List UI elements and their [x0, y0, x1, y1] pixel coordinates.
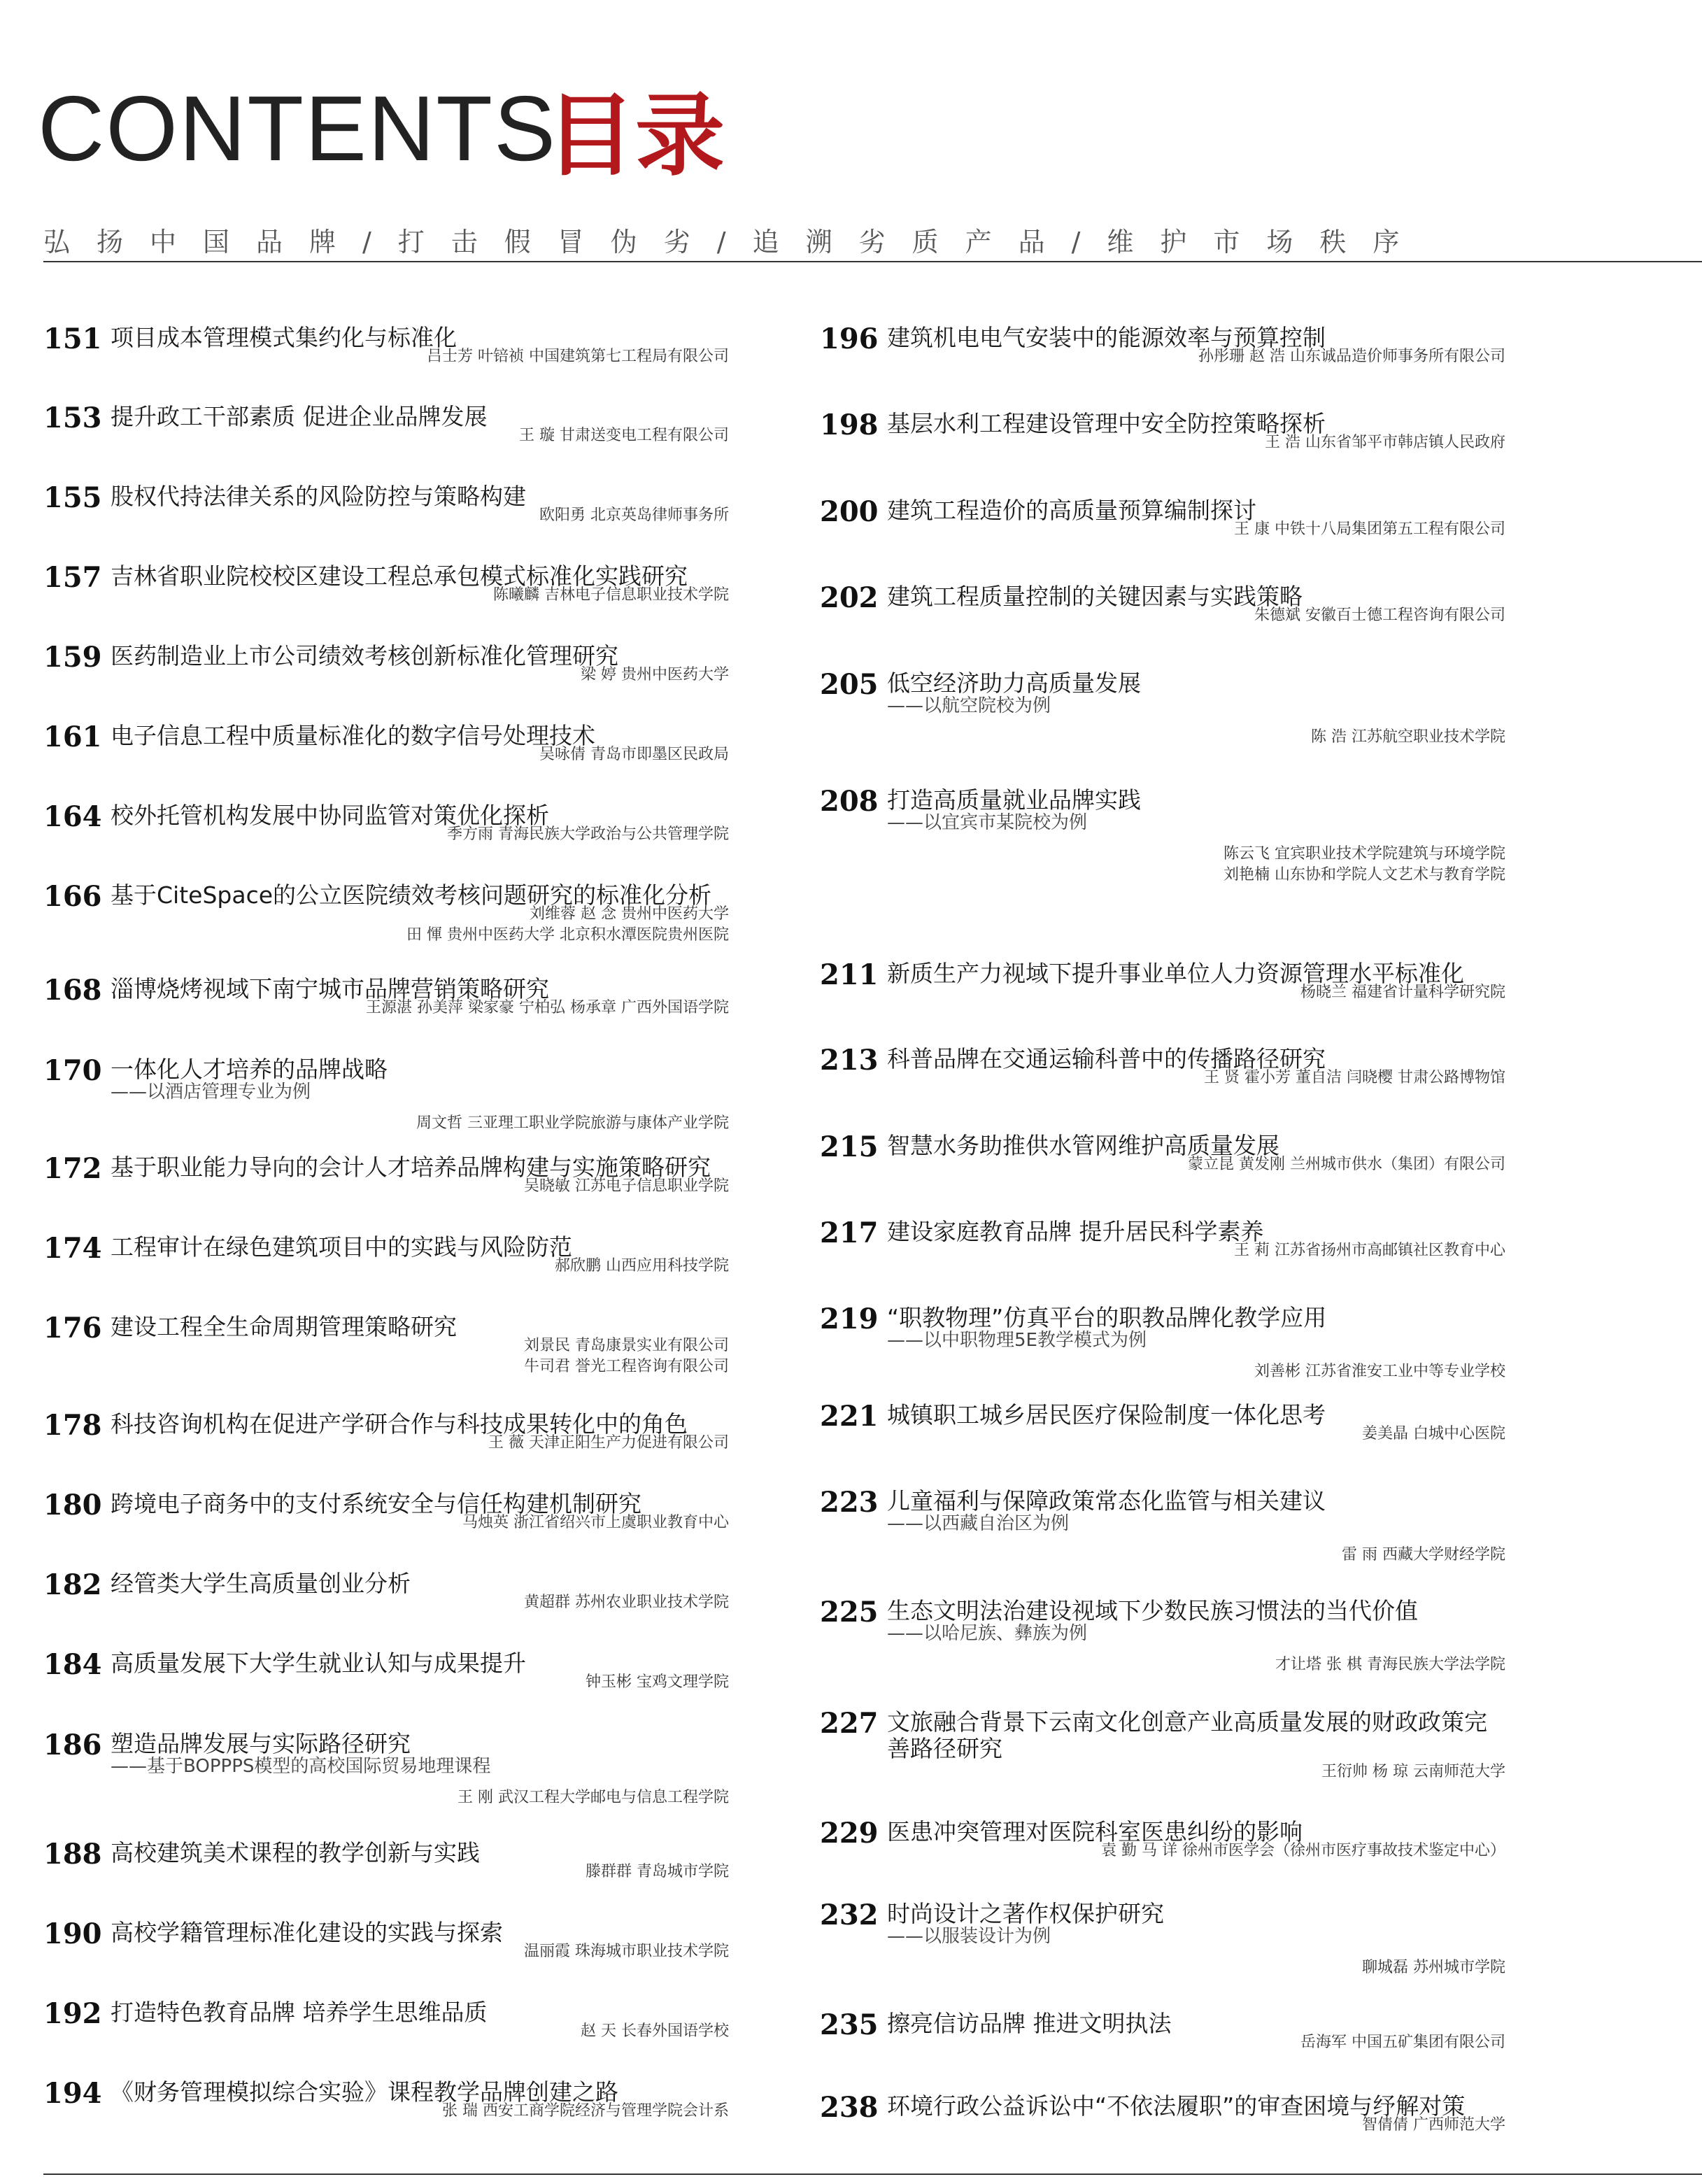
article-authors: 马烛英 浙江省绍兴市上虞职业教育中心 — [462, 1514, 729, 1531]
article-authors: 王 璇 甘肃送变电工程有限公司 — [519, 427, 729, 444]
article-authors: 王衍帅 杨 琼 云南师范大学 — [1321, 1763, 1505, 1780]
bottom-divider — [43, 2174, 1702, 2175]
article-authors: 王 薇 天津正阳生产力促进有限公司 — [488, 1434, 729, 1452]
article-authors: 王 莉 江苏省扬州市高邮镇社区教育中心 — [1234, 1242, 1505, 1259]
page-number: 166 — [43, 880, 102, 913]
article-title: 生态文明法治建设视域下少数民族习惯法的当代价值 — [887, 1597, 1418, 1624]
article-subtitle: ——以航空院校为例 — [887, 695, 1051, 716]
slogan: 弘扬中国品牌/打击假冒伪劣/追溯劣质产品/维护市场秩序 — [43, 226, 1426, 257]
article-title: 校外托管机构发展中协同监管对策优化探析 — [111, 802, 549, 829]
article-title: 建筑工程质量控制的关键因素与实践策略 — [887, 583, 1303, 610]
article-subtitle: ——以服装设计为例 — [887, 1926, 1051, 1947]
article-authors: 岳海军 中国五矿集团有限公司 — [1300, 2034, 1505, 2051]
article-title: 高校建筑美术课程的教学创新与实践 — [111, 1839, 480, 1866]
article-authors: 张 瑞 西安工商学院经济与管理学院会计系 — [442, 2102, 729, 2120]
page-number: 232 — [820, 1899, 879, 1931]
article-authors: 钟玉彬 宝鸡文理学院 — [586, 1673, 729, 1691]
page-number: 157 — [43, 561, 102, 594]
article-title: 低空经济助力高质量发展 — [887, 669, 1141, 697]
article-authors: 刘艳楠 山东协和学院人文艺术与教育学院 — [1224, 866, 1505, 884]
article-title: “职教物理”仿真平台的职教品牌化教学应用 — [887, 1304, 1327, 1331]
page-number: 161 — [43, 721, 102, 753]
page-number: 164 — [43, 800, 102, 833]
article-authors: 陈 浩 江苏航空职业技术学院 — [1311, 728, 1505, 746]
page-number: 225 — [820, 1596, 879, 1629]
article-authors: 姜美晶 白城中心医院 — [1362, 1425, 1505, 1442]
page-number: 219 — [820, 1303, 879, 1335]
top-divider — [43, 261, 1702, 262]
page-number: 217 — [820, 1217, 879, 1249]
article-title: 基层水利工程建设管理中安全防控策略探析 — [887, 410, 1326, 437]
article-authors: 王 康 中铁十八局集团第五工程有限公司 — [1234, 520, 1505, 538]
page-number: 227 — [820, 1707, 879, 1740]
article-authors: 牛司君 誉光工程咨询有限公司 — [524, 1358, 729, 1375]
page-number: 190 — [43, 1917, 102, 1950]
article-title: 科普品牌在交通运输科普中的传播路径研究 — [887, 1045, 1326, 1072]
article-subtitle: ——以酒店管理专业为例 — [111, 1082, 311, 1102]
article-title: 吉林省职业院校校区建设工程总承包模式标准化实践研究 — [111, 562, 688, 590]
page-number: 176 — [43, 1312, 102, 1345]
page-number: 186 — [43, 1729, 102, 1761]
article-subtitle: ——基于BOPPPS模型的高校国际贸易地理课程 — [111, 1756, 491, 1777]
article-title: 项目成本管理模式集约化与标准化 — [111, 324, 457, 351]
article-authors: 田 惲 贵州中医药大学 北京积水潭医院贵州医院 — [406, 926, 729, 944]
article-title: 建设家庭教育品牌 提升居民科学素养 — [887, 1218, 1264, 1245]
article-authors: 陈曦麟 吉林电子信息职业技术学院 — [493, 586, 729, 604]
article-title: 建筑工程造价的高质量预算编制探讨 — [887, 497, 1256, 524]
article-subtitle: ——以中职物理5E教学模式为例 — [887, 1330, 1147, 1351]
article-title: 擦亮信访品牌 推进文明执法 — [887, 2010, 1172, 2037]
article-title: 高质量发展下大学生就业认知与成果提升 — [111, 1650, 526, 1677]
page-number: 229 — [820, 1817, 879, 1850]
article-authors: 刘善彬 江苏省淮安工业中等专业学校 — [1254, 1363, 1505, 1380]
article-authors: 周文哲 三亚理工职业学院旅游与康体产业学院 — [416, 1114, 729, 1132]
article-title: 智慧水务助推供水管网维护高质量发展 — [887, 1132, 1279, 1159]
article-title: 淄博烧烤视域下南宁城市品牌营销策略研究 — [111, 975, 549, 1002]
article-title: 儿童福利与保障政策常态化监管与相关建议 — [887, 1487, 1326, 1515]
page-number: 178 — [43, 1409, 102, 1442]
article-authors: 王 浩 山东省邹平市韩店镇人民政府 — [1265, 434, 1505, 451]
contents-title-cn: 目录 — [546, 83, 725, 188]
article-authors: 吴咏倩 青岛市即墨区民政局 — [539, 746, 729, 763]
article-authors: 王 贤 霍小芳 董自洁 闫晓樱 甘肃公路博物馆 — [1204, 1069, 1505, 1086]
article-title: 基于职业能力导向的会计人才培养品牌构建与实施策略研究 — [111, 1154, 711, 1181]
article-title: 一体化人才培养的品牌战略 — [111, 1056, 388, 1083]
article-title: 建筑机电电气安装中的能源效率与预算控制 — [887, 324, 1326, 351]
page-number: 151 — [43, 322, 102, 355]
article-authors: 吴晓敏 江苏电子信息职业学院 — [524, 1177, 729, 1195]
article-title: 时尚设计之著作权保护研究 — [887, 1900, 1164, 1927]
article-title: 股权代持法律关系的风险防控与策略构建 — [111, 483, 526, 510]
page-number: 153 — [43, 402, 102, 434]
article-authors: 郝欣鹏 山西应用科技学院 — [555, 1257, 729, 1275]
article-title: 跨境电子商务中的支付系统安全与信任构建机制研究 — [111, 1490, 641, 1517]
page-number: 235 — [820, 2008, 879, 2041]
page-number: 213 — [820, 1044, 879, 1077]
page-number: 221 — [820, 1400, 879, 1433]
article-authors: 蒙立昆 黄发刚 兰州城市供水（集团）有限公司 — [1188, 1156, 1505, 1173]
page-number: 172 — [43, 1152, 102, 1185]
article-title: 高校学籍管理标准化建设的实践与探索 — [111, 1919, 503, 1946]
article-authors: 滕群群 青岛城市学院 — [586, 1863, 729, 1880]
article-authors: 温丽霞 珠海城市职业技术学院 — [524, 1943, 729, 1960]
page-number: 184 — [43, 1648, 102, 1681]
article-subtitle: ——以西藏自治区为例 — [887, 1513, 1070, 1534]
article-authors: 梁 婷 贵州中医药大学 — [581, 666, 729, 683]
page-number: 170 — [43, 1054, 102, 1087]
page-number: 192 — [43, 1997, 102, 2030]
page-number: 215 — [820, 1130, 879, 1163]
article-title: 环境行政公益诉讼中“不依法履职”的审查困境与纾解对策 — [887, 2092, 1466, 2120]
page-number: 198 — [820, 409, 879, 441]
page-number: 202 — [820, 581, 879, 614]
article-title: 《财务管理模拟综合实验》课程教学品牌创建之路 — [111, 2078, 618, 2106]
article-authors: 赵 天 长春外国语学校 — [581, 2022, 729, 2040]
article-title: 打造高质量就业品牌实践 — [887, 786, 1141, 814]
article-authors: 朱德斌 安徽百士德工程咨询有限公司 — [1254, 607, 1505, 624]
page-number: 159 — [43, 641, 102, 674]
article-authors: 季方雨 青海民族大学政治与公共管理学院 — [447, 825, 729, 843]
article-subtitle: ——以哈尼族、彝族为例 — [887, 1623, 1088, 1644]
article-title: 打造特色教育品牌 培养学生思维品质 — [111, 1999, 488, 2026]
page-number: 188 — [43, 1838, 102, 1871]
article-authors: 刘维蓉 赵 念 贵州中医药大学 — [530, 905, 729, 923]
article-authors: 刘景民 青岛康景实业有限公司 — [524, 1337, 729, 1354]
article-title: 经管类大学生高质量创业分析 — [111, 1570, 411, 1597]
article-authors: 才让塔 张 棋 青海民族大学法学院 — [1275, 1656, 1505, 1673]
contents-title-en: CONTENTS — [38, 77, 557, 180]
article-authors: 陈云飞 宜宾职业技术学院建筑与环境学院 — [1224, 845, 1505, 863]
page-number: 200 — [820, 495, 879, 528]
article-authors: 孙彤珊 赵 浩 山东诚品造价师事务所有限公司 — [1198, 348, 1505, 365]
article-authors: 雷 雨 西藏大学财经学院 — [1342, 1546, 1505, 1563]
article-title: 建设工程全生命周期管理策略研究 — [111, 1313, 457, 1340]
article-authors: 王 刚 武汉工程大学邮电与信息工程学院 — [458, 1789, 729, 1806]
page-number: 180 — [43, 1489, 102, 1522]
article-title: 医药制造业上市公司绩效考核创新标准化管理研究 — [111, 642, 618, 669]
article-title: 基于CiteSpace的公立医院绩效考核问题研究的标准化分析 — [111, 881, 712, 909]
page-number: 168 — [43, 974, 102, 1007]
article-title: 科技咨询机构在促进产学研合作与科技成果转化中的角色 — [111, 1410, 688, 1438]
article-title: 新质生产力视域下提升事业单位人力资源管理水平标准化 — [887, 960, 1464, 987]
page-number: 182 — [43, 1568, 102, 1601]
article-title: 电子信息工程中质量标准化的数字信号处理技术 — [111, 722, 595, 749]
article-authors: 吕士芳 叶锫祯 中国建筑第七工程局有限公司 — [427, 348, 729, 365]
right-column — [820, 322, 1505, 2155]
article-authors: 杨晓兰 福建省计量科学研究院 — [1300, 984, 1505, 1001]
page-number: 194 — [43, 2077, 102, 2110]
page-number: 155 — [43, 481, 102, 514]
page-number: 208 — [820, 785, 879, 818]
article-subtitle: ——以宜宾市某院校为例 — [887, 812, 1088, 833]
article-authors: 黄超群 苏州农业职业技术学院 — [524, 1594, 729, 1611]
page-number: 238 — [820, 2091, 879, 2124]
article-authors: 欧阳勇 北京英岛律师事务所 — [539, 506, 729, 524]
article-authors: 袁 勤 马 详 徐州市医学会（徐州市医疗事故技术鉴定中心） — [1101, 1842, 1505, 1859]
article-title: 文旅融合背景下云南文化创意产业高质量发展的财政政策完善路径研究 — [887, 1708, 1487, 1762]
article-title: 塑造品牌发展与实际路径研究 — [111, 1730, 411, 1757]
page-number: 205 — [820, 668, 879, 701]
page-number: 223 — [820, 1486, 879, 1519]
left-column — [43, 322, 729, 2155]
article-title: 医患冲突管理对医院科室医患纠纷的影响 — [887, 1818, 1303, 1845]
article-authors: 聊城磊 苏州城市学院 — [1362, 1959, 1505, 1976]
page-number: 211 — [820, 958, 879, 991]
page-number: 196 — [820, 322, 879, 355]
article-authors: 王源湛 孙美萍 梁家豪 宁柏弘 杨承章 广西外国语学院 — [366, 999, 729, 1016]
article-title: 工程审计在绿色建筑项目中的实践与风险防范 — [111, 1233, 572, 1261]
page-number: 174 — [43, 1232, 102, 1265]
article-title: 城镇职工城乡居民医疗保险制度一体化思考 — [887, 1401, 1326, 1428]
article-authors: 智倩倩 广西师范大学 — [1362, 2116, 1505, 2134]
article-title: 提升政工干部素质 促进企业品牌发展 — [111, 403, 488, 430]
